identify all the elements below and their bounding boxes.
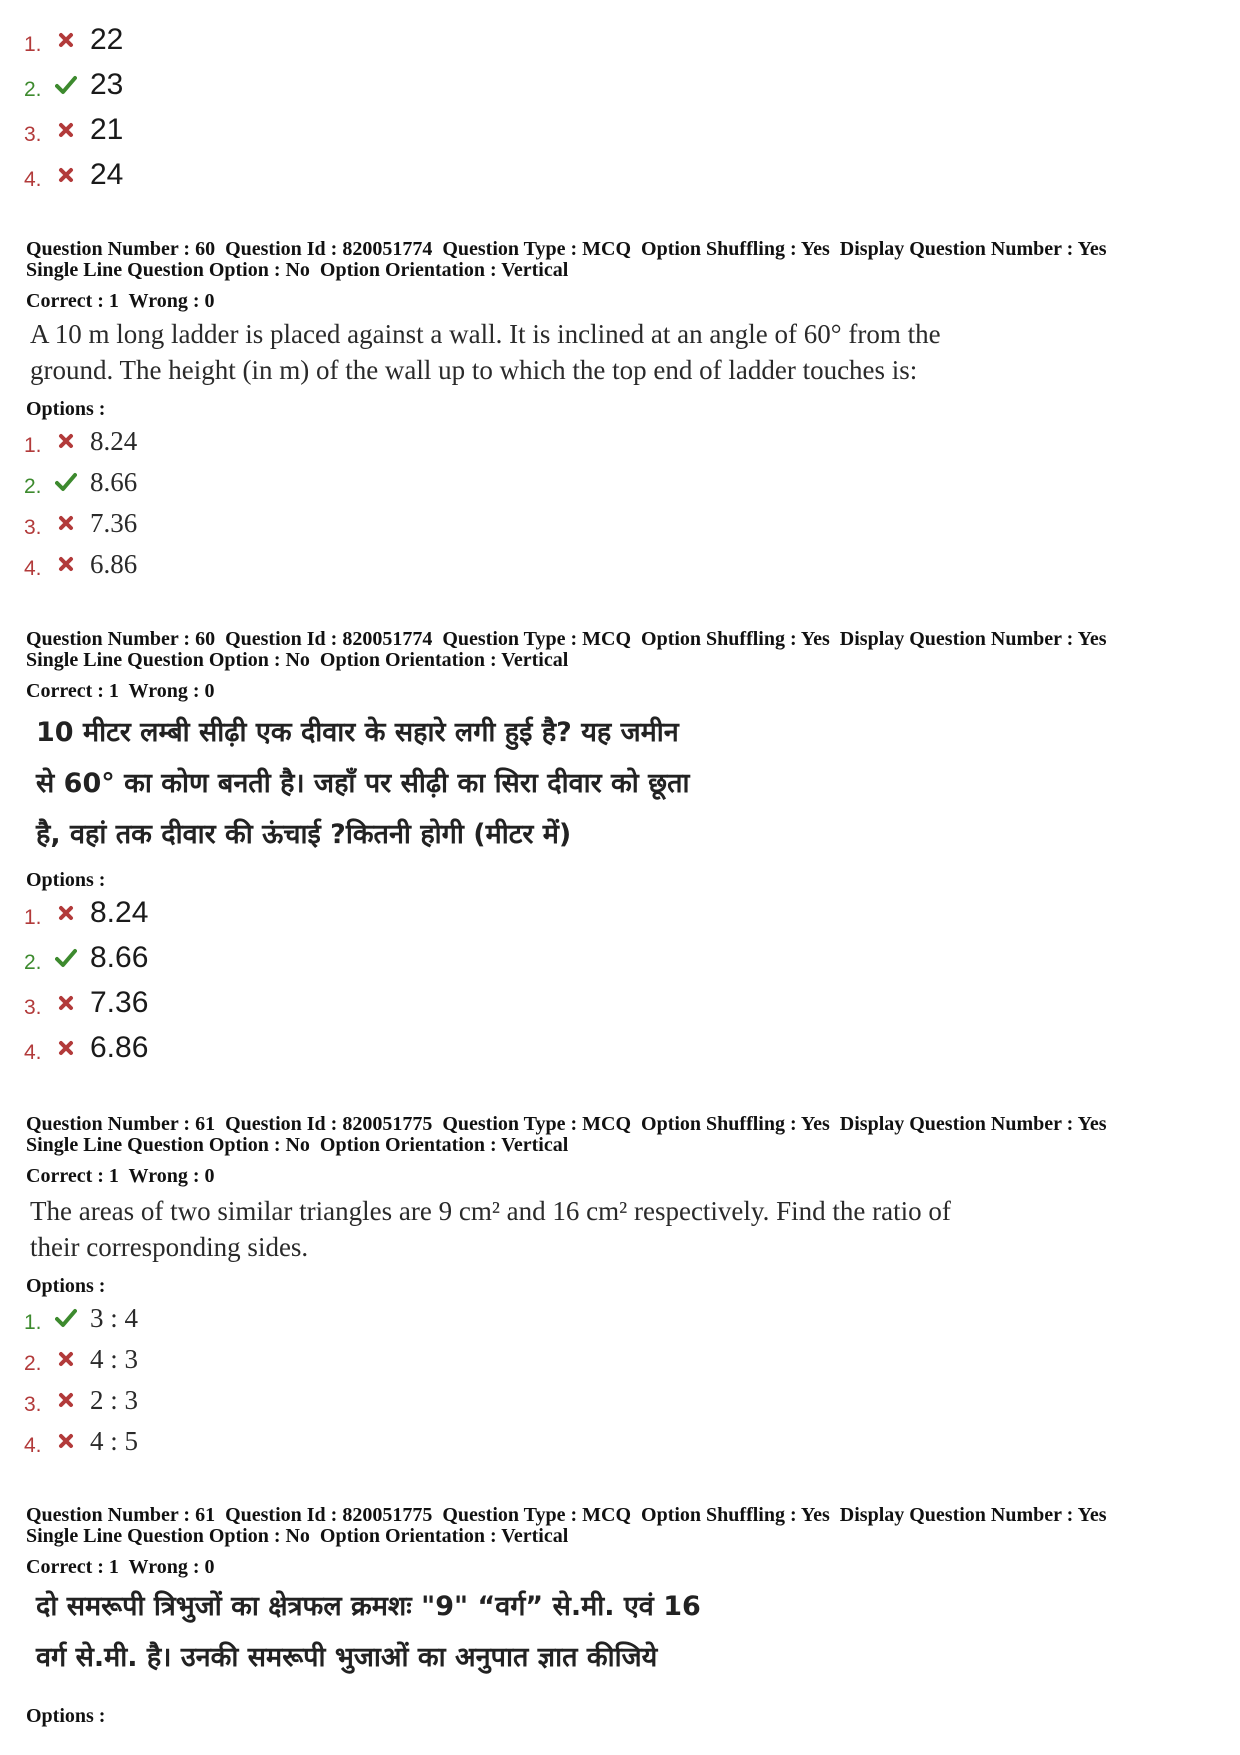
option-number: 1.: [24, 33, 42, 56]
option-item: [24, 1028, 148, 1068]
correct-wrong-marks: Correct : 1 Wrong : 0: [26, 1556, 215, 1578]
question-text-line3: है, वहां तक दीवार की ऊंचाई ?कितनी होगी (मीटर में): [36, 819, 572, 850]
option-item: [24, 421, 137, 461]
option-item: [24, 65, 123, 105]
option-value: 8.66: [90, 941, 149, 974]
cross-icon: [54, 1036, 78, 1060]
option-item: [24, 20, 123, 60]
question-text: [30, 1193, 1070, 1265]
option-number: 1.: [24, 434, 42, 457]
options-label: Options :: [26, 1705, 106, 1727]
option-item: [24, 462, 137, 502]
option-value: 24: [90, 158, 124, 191]
option-item: [24, 983, 148, 1023]
option-item: [24, 893, 148, 933]
option-item: [24, 110, 123, 150]
cross-icon: [54, 991, 78, 1015]
option-item: [24, 1339, 138, 1379]
question-meta-line2: Single Line Question Option : No Option Orientation : Vertical: [26, 649, 569, 671]
options-label: Options :: [26, 398, 106, 420]
cross-icon: [54, 118, 78, 142]
option-number: 1.: [24, 1311, 42, 1334]
question-text: [30, 316, 1070, 388]
question-meta-line1: Question Number : 60 Question Id : 820051774 Question Type : MCQ Option Shuffling : Yes Display Question Number : Yes: [26, 628, 1107, 650]
cross-icon: [54, 552, 78, 576]
options-label: Options :: [26, 1275, 106, 1297]
option-value: 8.24: [90, 896, 149, 929]
correct-wrong-marks: Correct : 1 Wrong : 0: [26, 1165, 215, 1187]
option-number: 4.: [24, 1041, 42, 1064]
option-value: 23: [90, 68, 124, 101]
option-item: [24, 938, 148, 978]
question-text: [36, 707, 1036, 860]
question-meta-line2: Single Line Question Option : No Option Orientation : Vertical: [26, 259, 569, 281]
cross-icon: [54, 28, 78, 52]
option-number: 3.: [24, 996, 42, 1019]
question-text-line1: 10 मीटर लम्बी सीढ़ी एक दीवार के सहारे लगी हुई है? यह जमीन: [36, 717, 679, 748]
question-meta-line1: Question Number : 61 Question Id : 820051775 Question Type : MCQ Option Shuffling : Yes Display Question Number : Yes: [26, 1504, 1107, 1526]
option-item: [24, 1421, 138, 1461]
option-value: 22: [90, 23, 124, 56]
question-meta-line2: Single Line Question Option : No Option Orientation : Vertical: [26, 1134, 569, 1156]
option-number: 3.: [24, 1393, 42, 1416]
option-value: 4 : 5: [90, 1425, 139, 1456]
option-number: 1.: [24, 906, 42, 929]
option-number: 3.: [24, 123, 42, 146]
cross-icon: [54, 163, 78, 187]
option-item: [24, 503, 137, 543]
cross-icon: [54, 1429, 78, 1453]
option-number: 4.: [24, 168, 42, 191]
correct-wrong-marks: Correct : 1 Wrong : 0: [26, 680, 215, 702]
question-text-line2: वर्ग से.मी. है। उनकी समरूपी भुजाओं का अनुपात ज्ञात कीजिये: [36, 1642, 658, 1673]
question-meta-line1: Question Number : 60 Question Id : 820051774 Question Type : MCQ Option Shuffling : Yes Display Question Number : Yes: [26, 238, 1107, 260]
question-meta-line2: Single Line Question Option : No Option Orientation : Vertical: [26, 1525, 569, 1547]
cross-icon: [54, 429, 78, 453]
question-meta: [26, 1114, 1106, 1156]
check-icon: [54, 1306, 78, 1330]
check-icon: [54, 470, 78, 494]
option-value: 7.36: [90, 507, 138, 538]
question-meta-line1: Question Number : 61 Question Id : 820051775 Question Type : MCQ Option Shuffling : Yes Display Question Number : Yes: [26, 1113, 1107, 1135]
cross-icon: [54, 1388, 78, 1412]
question-text-line1: A 10 m long ladder is placed against a wall. It is inclined at an angle of 60° from the: [30, 319, 941, 349]
question-text-line1: दो समरूपी त्रिभुजों का क्षेत्रफल क्रमशः "9" “वर्ग” से.मी. एवं 16: [36, 1591, 701, 1622]
option-value: 2 : 3: [90, 1384, 139, 1415]
option-value: 4 : 3: [90, 1343, 139, 1374]
option-value: 6.86: [90, 548, 138, 579]
option-number: 2.: [24, 951, 42, 974]
options-label: Options :: [26, 869, 106, 891]
question-text: [36, 1581, 1036, 1683]
question-meta: [26, 239, 1106, 281]
option-item: [24, 544, 137, 584]
option-value: 7.36: [90, 986, 149, 1019]
question-text-line2: ground. The height (in m) of the wall up to which the top end of ladder touches is:: [30, 355, 918, 385]
check-icon: [54, 946, 78, 970]
option-number: 2.: [24, 78, 42, 101]
question-text-line2: से 60° का कोण बनती है। जहाँ पर सीढ़ी का सिरा दीवार को छूता: [36, 768, 690, 799]
option-item: [24, 1380, 138, 1420]
cross-icon: [54, 1347, 78, 1371]
correct-wrong-marks: Correct : 1 Wrong : 0: [26, 290, 215, 312]
option-value: 3 : 4: [90, 1302, 139, 1333]
question-text-line2: their corresponding sides.: [30, 1232, 309, 1262]
option-number: 2.: [24, 475, 42, 498]
question-meta: [26, 1505, 1106, 1547]
option-value: 21: [90, 113, 124, 146]
question-text-line1: The areas of two similar triangles are 9 cm² and 16 cm² respectively. Find the ratio of: [30, 1196, 951, 1226]
option-value: 8.24: [90, 425, 138, 456]
option-value: 6.86: [90, 1031, 149, 1064]
option-number: 2.: [24, 1352, 42, 1375]
check-icon: [54, 73, 78, 97]
question-meta: [26, 629, 1106, 671]
cross-icon: [54, 511, 78, 535]
option-number: 4.: [24, 557, 42, 580]
option-value: 8.66: [90, 466, 138, 497]
option-number: 4.: [24, 1434, 42, 1457]
option-item: [24, 1298, 138, 1338]
option-number: 3.: [24, 516, 42, 539]
cross-icon: [54, 901, 78, 925]
option-item: [24, 155, 123, 195]
